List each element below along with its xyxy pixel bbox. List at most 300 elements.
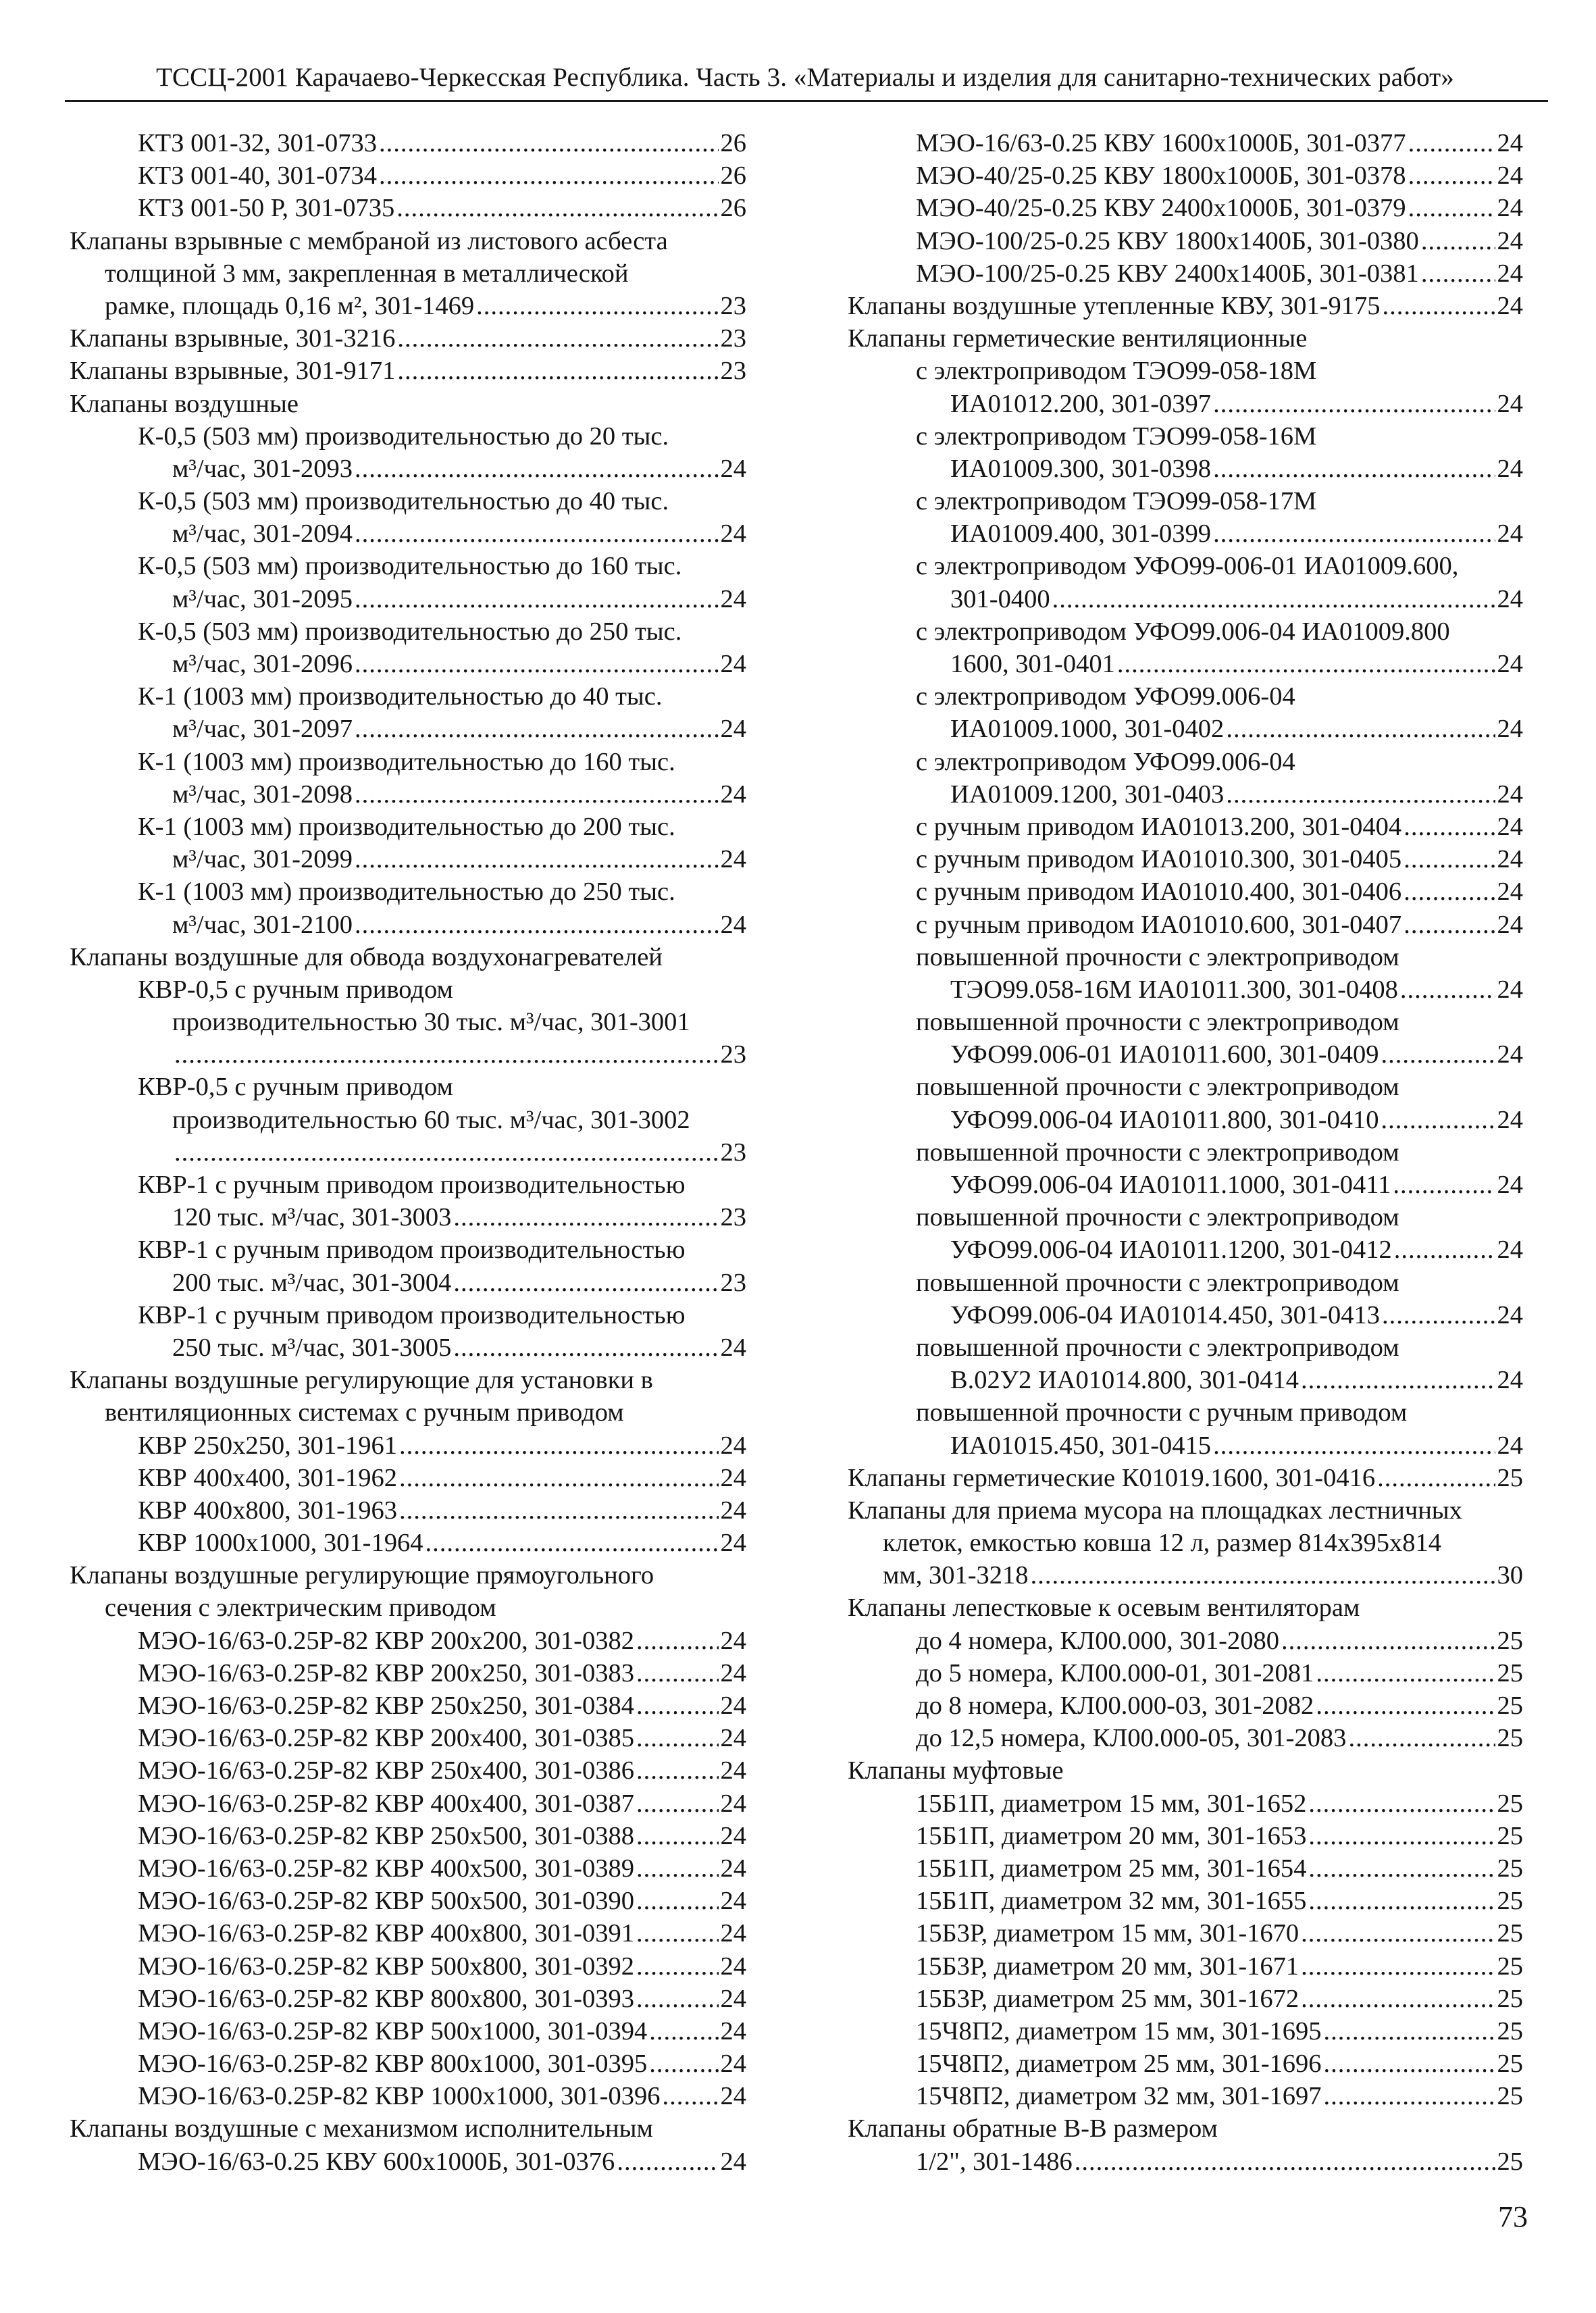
dot-leader [1301, 1917, 1495, 1950]
index-entry-text: с электроприводом ТЭО99-058-18М [916, 357, 1317, 386]
dot-leader [174, 1038, 719, 1071]
index-entry-text: м³/час, 301-2099 [172, 845, 353, 874]
dot-leader [1308, 1852, 1495, 1885]
index-entry [70, 1657, 746, 1689]
index-entry-text: 120 тыс. м³/час, 301-3003 [172, 1203, 452, 1232]
index-entry [70, 843, 746, 875]
dot-leader [1381, 1104, 1495, 1136]
index-entry [70, 1104, 746, 1136]
index-entry-text: К-1 (1003 мм) производительностью до 40 тыс. [138, 682, 663, 711]
index-entry-text: КВР-1 с ручным приводом производительностью [138, 1236, 686, 1265]
index-entry-page: 23 [720, 357, 746, 386]
index-entry-page: 25 [1497, 1692, 1523, 1720]
index-entry [848, 517, 1523, 550]
dot-leader [355, 778, 719, 811]
index-entry-page: 24 [720, 1756, 746, 1785]
index-entry-page: 24 [720, 454, 746, 483]
index-entry-text: 15Ч8П2, диаметром 32 мм, 301-1697 [916, 2082, 1322, 2111]
index-entry [848, 1689, 1523, 1722]
index-entry [70, 1689, 746, 1722]
dot-leader [1324, 2048, 1495, 2080]
index-entry-text: ИА01012.200, 301-0397 [950, 389, 1212, 418]
index-entry [70, 1038, 746, 1071]
index-entry-text: 1/2", 301-1486 [916, 2147, 1073, 2176]
dot-leader [397, 355, 718, 387]
dot-leader [1408, 127, 1495, 159]
index-entry-text: КВР-0,5 с ручным приводом [138, 975, 453, 1004]
index-entry-text: К-0,5 (503 мм) производительностью до 160 тыс. [138, 552, 682, 581]
dot-leader [1308, 1820, 1495, 1852]
index-entry-text: УФО99.006-01 ИА01011.600, 301-0409 [950, 1040, 1379, 1069]
index-entry-text: с электроприводом УФО99-006-01 ИА01009.600, [916, 552, 1459, 581]
index-entry-page: 24 [720, 584, 746, 613]
index-entry-text: Клапаны воздушные утепленные КВУ, 301-9175 [848, 291, 1381, 320]
index-entry-text: м³/час, 301-2098 [172, 780, 353, 809]
dot-leader [355, 583, 719, 615]
index-entry-text: МЭО-40/25-0.25 КВУ 2400х1000Б, 301-0379 [916, 194, 1406, 223]
index-entry-page: 24 [720, 1952, 746, 1981]
index-entry-text: повышенной прочности с электроприводом [916, 1333, 1399, 1362]
index-entry [848, 290, 1523, 322]
index-entry [70, 680, 746, 713]
index-entry-text: 15Ч8П2, диаметром 15 мм, 301-1695 [916, 2016, 1322, 2045]
index-entry-text: МЭО-100/25-0.25 КВУ 2400х1400Б, 301-0381 [916, 259, 1419, 288]
index-entry [70, 1527, 746, 1559]
index-entry-page: 25 [1497, 2082, 1523, 2111]
index-entry [848, 843, 1523, 875]
index-column-left [70, 127, 746, 2178]
index-entry-text: повышенной прочности с электроприводом [916, 1138, 1399, 1167]
index-entry-page: 24 [720, 1658, 746, 1687]
index-entry-page: 23 [720, 1203, 746, 1232]
dot-leader [399, 1429, 719, 1462]
index-entry-text: Клапаны воздушные [70, 389, 299, 418]
index-entry [70, 1625, 746, 1657]
index-entry-text: МЭО-16/63-0.25Р-82 КВР 500х800, 301-0392 [138, 1952, 634, 1981]
dot-leader [1383, 290, 1495, 322]
index-entry-text: КВР-1 с ручным приводом производительностью [138, 1300, 686, 1329]
dot-leader [399, 1494, 719, 1527]
index-entry-text: с электроприводом УФО99.006-04 ИА01009.800 [916, 617, 1450, 646]
index-entry [70, 225, 746, 257]
index-entry [70, 485, 746, 517]
index-entry [70, 973, 746, 1006]
index-entry-text: ИА01009.1200, 301-0403 [950, 780, 1225, 809]
index-entry-text: повышенной прочности с электроприводом [916, 1203, 1399, 1232]
index-entry [848, 1071, 1523, 1103]
index-entry [70, 615, 746, 648]
index-entry-text: УФО99.006-04 ИА01011.1200, 301-0412 [950, 1236, 1392, 1265]
index-entry-text: Клапаны для приема мусора на площадках лестничных [848, 1496, 1462, 1525]
index-entry-text: 15Б1П, диаметром 20 мм, 301-1653 [916, 1821, 1307, 1850]
index-entry [70, 1006, 746, 1038]
index-entry-text: УФО99.006-04 ИА01011.800, 301-0410 [950, 1105, 1379, 1134]
index-entry-text: до 4 номера, КЛ00.000, 301-2080 [916, 1626, 1279, 1655]
index-entry-page: 26 [720, 161, 746, 190]
index-entry-text: МЭО-16/63-0.25Р-82 КВР 500х500, 301-0390 [138, 1887, 634, 1916]
index-entry [848, 1787, 1523, 1820]
index-entry-text: ИА01009.1000, 301-0402 [950, 715, 1225, 744]
index-entry-page: 24 [720, 910, 746, 939]
index-entry [848, 1462, 1523, 1494]
index-entry [848, 1169, 1523, 1201]
index-entry-page: 25 [1497, 2147, 1523, 2176]
index-entry-page: 26 [720, 129, 746, 157]
index-entry-page: 24 [1497, 1431, 1523, 1460]
index-entry-text: производительностью 60 тыс. м³/час, 301-3002 [172, 1105, 690, 1134]
dot-leader [1226, 778, 1495, 811]
index-entry-page: 24 [1497, 650, 1523, 678]
index-entry-page: 25 [1497, 2016, 1523, 2045]
index-entry [848, 811, 1523, 843]
dot-leader [1404, 875, 1495, 908]
index-entry-text: УФО99.006-04 ИА01014.450, 301-0413 [950, 1300, 1380, 1329]
index-entry-page: 24 [720, 1984, 746, 2013]
index-entry-page: 24 [720, 650, 746, 678]
page-number: 73 [1498, 2200, 1528, 2233]
index-entry [848, 1136, 1523, 1169]
index-entry [848, 1234, 1523, 1266]
dot-leader [1324, 2080, 1495, 2112]
index-entry-text: до 5 номера, КЛ00.000-01, 301-2081 [916, 1658, 1314, 1687]
index-entry-text: 200 тыс. м³/час, 301-3004 [172, 1268, 452, 1297]
index-entry-page: 23 [720, 291, 746, 320]
index-entry-page: 24 [720, 845, 746, 874]
index-entry [848, 485, 1523, 517]
index-entry [70, 355, 746, 387]
dot-leader [425, 1527, 718, 1559]
index-entry-page: 24 [720, 1496, 746, 1525]
index-entry-text: клеток, емкостью ковша 12 л, размер 814х395х814 [883, 1529, 1441, 1558]
index-entry-text: МЭО-16/63-0.25Р-82 КВР 1000х1000, 301-0396 [138, 2082, 661, 2111]
index-entry-text: 15Б1П, диаметром 15 мм, 301-1652 [916, 1789, 1307, 1818]
index-entry-text: 250 тыс. м³/час, 301-3005 [172, 1333, 452, 1362]
index-entry-text: с ручным приводом ИА01013.200, 301-0404 [916, 812, 1402, 841]
index-entry [848, 941, 1523, 973]
index-entry-text: КВР 1000х1000, 301-1964 [138, 1529, 423, 1558]
index-entry-page: 30 [1497, 1561, 1523, 1590]
index-entry-text: МЭО-16/63-0.25Р-82 КВР 800х1000, 301-0395 [138, 2050, 648, 2079]
dot-leader [355, 843, 719, 875]
index-entry-text: 301-0400 [950, 584, 1050, 613]
index-entry-text: К-0,5 (503 мм) производительностью до 20 тыс. [138, 422, 669, 451]
index-entry-page: 25 [1497, 1984, 1523, 2013]
dot-leader [355, 909, 719, 941]
index-entry-text: МЭО-40/25-0.25 КВУ 1800х1000Б, 301-0378 [916, 161, 1406, 190]
index-entry [848, 322, 1523, 355]
index-entry [70, 1071, 746, 1103]
index-entry-page: 24 [1497, 194, 1523, 223]
index-entry [70, 2080, 746, 2112]
dot-leader [1281, 1625, 1495, 1657]
index-entry [848, 2145, 1523, 2178]
index-entry [848, 388, 1523, 420]
index-entry [848, 2112, 1523, 2145]
index-entry [848, 648, 1523, 680]
index-entry [70, 1885, 746, 1917]
index-entry [848, 1917, 1523, 1950]
index-entry-text: с электроприводом ТЭО99-058-17М [916, 487, 1317, 516]
dot-leader [399, 1462, 719, 1494]
index-entry [848, 2048, 1523, 2080]
index-entry-text: с ручным приводом ИА01010.400, 301-0406 [916, 878, 1402, 907]
index-entry-page: 25 [1497, 1626, 1523, 1655]
index-entry [848, 909, 1523, 941]
index-entry-text: Клапаны взрывные с мембраной из листового асбеста [70, 226, 668, 255]
index-entry [70, 1754, 746, 1787]
index-entry [70, 875, 746, 908]
index-entry-text: Клапаны обратные В-В размером [848, 2114, 1218, 2143]
dot-leader [1031, 1559, 1495, 1592]
index-entry-text: с электроприводом УФО99.006-04 [916, 682, 1295, 711]
dot-leader [1316, 1657, 1495, 1689]
index-entry-text: 15Б3Р, диаметром 25 мм, 301-1672 [916, 1984, 1299, 2013]
index-entry-page: 24 [1497, 1300, 1523, 1329]
index-entry-text: Клапаны воздушные регулирующие для установки в [70, 1366, 653, 1395]
index-entry-page: 25 [1497, 1463, 1523, 1492]
dot-leader [1052, 583, 1495, 615]
index-entry-text: МЭО-100/25-0.25 КВУ 1800х1400Б, 301-0380 [916, 226, 1419, 255]
index-entry-page: 25 [1497, 2050, 1523, 2079]
dot-leader [1381, 1038, 1495, 1071]
index-entry-page: 25 [1497, 1789, 1523, 1818]
index-entry-page: 24 [1497, 1105, 1523, 1134]
index-entry-page: 24 [720, 1529, 746, 1558]
dot-leader [397, 322, 718, 355]
index-entry [70, 583, 746, 615]
running-header: ТССЦ-2001 Карачаево-Черкесская Республика. Часть 3. «Материалы и изделия для санитарно-технических работ» [156, 63, 1454, 92]
index-entry [848, 1429, 1523, 1462]
index-entry-text: 15Б3Р, диаметром 20 мм, 301-1671 [916, 1952, 1299, 1981]
dot-leader [636, 1917, 719, 1950]
index-entry [848, 746, 1523, 778]
index-entry-page: 24 [720, 2147, 746, 2176]
index-entry [848, 1494, 1523, 1527]
index-entry [848, 1527, 1523, 1559]
index-entry-page: 24 [1497, 129, 1523, 157]
index-entry-page: 24 [720, 1463, 746, 1492]
dot-leader [1324, 2015, 1495, 2048]
index-entry-text: повышенной прочности с ручным приводом [916, 1398, 1408, 1427]
dot-leader [1213, 453, 1495, 485]
index-entry-text: МЭО-16/63-0.25Р-82 КВР 250х400, 301-0386 [138, 1756, 634, 1785]
index-entry [848, 1625, 1523, 1657]
index-entry-page: 24 [1497, 584, 1523, 613]
index-entry-page: 24 [1497, 519, 1523, 549]
index-entry [70, 713, 746, 745]
index-entry [70, 1559, 746, 1592]
index-entry-text: до 12,5 номера, КЛ00.000-05, 301-2083 [916, 1724, 1347, 1753]
dot-leader [1348, 1722, 1495, 1754]
index-column-right [848, 127, 1523, 2178]
index-entry-page: 24 [1497, 389, 1523, 418]
dot-leader [636, 1787, 719, 1820]
index-entry-page: 25 [1497, 1658, 1523, 1687]
dot-leader [174, 1136, 719, 1169]
dot-leader [636, 1950, 719, 1983]
index-entry-page: 23 [720, 324, 746, 353]
index-entry-text: КВР 400х800, 301-1963 [138, 1496, 397, 1525]
index-entry [70, 1136, 746, 1169]
index-entry [848, 615, 1523, 648]
dot-leader [355, 713, 719, 745]
index-entry-text: до 8 номера, КЛ00.000-03, 301-2082 [916, 1692, 1314, 1720]
index-entry [70, 127, 746, 159]
index-entry [70, 453, 746, 485]
index-entry-text: м³/час, 301-2096 [172, 650, 353, 678]
index-entry-text: КВР 250х250, 301-1961 [138, 1431, 397, 1460]
index-entry [70, 1331, 746, 1364]
index-entry-text: МЭО-16/63-0.25Р-82 КВР 400х500, 301-0389 [138, 1854, 634, 1883]
dot-leader [1301, 1950, 1495, 1983]
index-entry [848, 1201, 1523, 1234]
index-entry-text: МЭО-16/63-0.25Р-82 КВР 400х800, 301-0391 [138, 1919, 634, 1948]
dot-leader [379, 159, 718, 192]
dot-leader [649, 2048, 718, 2080]
index-entry [70, 257, 746, 290]
index-entry-text: 15Б1П, диаметром 32 мм, 301-1655 [916, 1887, 1307, 1916]
index-entry-text: КВР-1 с ручным приводом производительностью [138, 1171, 686, 1199]
index-entry-page: 24 [1497, 291, 1523, 320]
dot-leader [1421, 225, 1495, 257]
index-entry-text: с ручным приводом ИА01010.300, 301-0405 [916, 845, 1402, 874]
dot-leader [636, 1689, 719, 1722]
index-entry [70, 192, 746, 224]
index-entry [70, 1429, 746, 1462]
index-entry [848, 1885, 1523, 1917]
dot-leader [636, 1885, 719, 1917]
index-entry [70, 1364, 746, 1396]
index-entry-text: ИА01015.450, 301-0415 [950, 1431, 1212, 1460]
dot-leader [1393, 1169, 1495, 1201]
index-entry [70, 1787, 746, 1820]
index-entry-page: 24 [720, 1854, 746, 1883]
index-entry [70, 648, 746, 680]
index-entry [848, 420, 1523, 453]
index-entry-text: 15Ч8П2, диаметром 25 мм, 301-1696 [916, 2050, 1322, 2079]
index-entry-text: ТЭО99.058-16М ИА01011.300, 301-0408 [950, 975, 1398, 1004]
dot-leader [617, 2145, 718, 2178]
index-entry [848, 778, 1523, 811]
dot-leader [636, 1754, 719, 1787]
dot-leader [636, 1983, 719, 2015]
index-entry [848, 713, 1523, 745]
index-entry [70, 1169, 746, 1201]
index-entry-text: МЭО-16/63-0.25Р-82 КВР 800х800, 301-0393 [138, 1984, 634, 2013]
index-entry-text: МЭО-16/63-0.25Р-82 КВР 500х1000, 301-0394 [138, 2016, 648, 2045]
dot-leader [355, 453, 719, 485]
index-entry-text: КВР 400х400, 301-1962 [138, 1463, 397, 1492]
dot-leader [662, 2080, 718, 2112]
index-entry-text: Клапаны взрывные, 301-3216 [70, 324, 396, 353]
index-entry-page: 24 [720, 1887, 746, 1916]
index-entry [848, 225, 1523, 257]
index-entry-page: 24 [720, 1333, 746, 1362]
index-entry [848, 1852, 1523, 1885]
dot-leader [453, 1201, 718, 1234]
index-entry [70, 2112, 746, 2145]
index-entry [848, 1038, 1523, 1071]
index-entry [70, 1494, 746, 1527]
index-entry-text: Клапаны герметические К01019.1600, 301-0416 [848, 1463, 1376, 1492]
dot-leader [1226, 713, 1495, 745]
index-entry-text: В.02У2 ИА01014.800, 301-0414 [950, 1366, 1299, 1395]
index-entry [848, 1006, 1523, 1038]
index-entry-page: 24 [1497, 1040, 1523, 1069]
dot-leader [1382, 1299, 1495, 1331]
index-entry-text: К-0,5 (503 мм) производительностью до 40 тыс. [138, 487, 669, 516]
index-entry-page: 24 [1497, 975, 1523, 1004]
index-entry-text: МЭО-16/63-0.25Р-82 КВР 200х200, 301-0382 [138, 1626, 634, 1655]
index-entry [70, 1234, 746, 1266]
index-entry-page: 24 [1497, 780, 1523, 809]
index-entry [848, 257, 1523, 290]
index-entry-page: 24 [720, 1821, 746, 1850]
dot-leader [1117, 648, 1495, 680]
index-entry-text: мм, 301-3218 [883, 1561, 1029, 1590]
index-entry-text: КТЗ 001-50 Р, 301-0735 [138, 194, 395, 223]
index-entry [70, 1820, 746, 1852]
index-entry-page: 25 [1497, 1887, 1523, 1916]
index-entry-page: 24 [720, 1789, 746, 1818]
dot-leader [636, 1852, 719, 1885]
index-entry [848, 1657, 1523, 1689]
index-entry [70, 159, 746, 192]
index-entry [70, 1722, 746, 1754]
index-entry [848, 1267, 1523, 1299]
index-entry [70, 1462, 746, 1494]
index-entry-page: 24 [1497, 812, 1523, 841]
index-entry [848, 583, 1523, 615]
index-entry-text: сечения с электрическим приводом [105, 1594, 496, 1623]
index-entry-page: 24 [1497, 1236, 1523, 1265]
index-entry-text: МЭО-16/63-0.25Р-82 КВР 200х400, 301-0385 [138, 1724, 634, 1753]
index-entry-page: 24 [720, 2082, 746, 2111]
index-entry-text: Клапаны взрывные, 301-9171 [70, 357, 396, 386]
dot-leader [1213, 1429, 1495, 1462]
index-entry-text: производительностью 30 тыс. м³/час, 301-3001 [172, 1008, 690, 1037]
dot-leader [1301, 1983, 1495, 2015]
index-entry [848, 1396, 1523, 1429]
dot-leader [636, 1625, 719, 1657]
dot-leader [396, 192, 718, 224]
index-entry-text: повышенной прочности с электроприводом [916, 1008, 1399, 1037]
index-entry-page: 23 [720, 1268, 746, 1297]
index-entry-text: 1600, 301-0401 [950, 650, 1115, 678]
dot-leader [1421, 257, 1495, 290]
index-entry [848, 680, 1523, 713]
dot-leader [1308, 1787, 1495, 1820]
index-entry [70, 2048, 746, 2080]
index-entry-page: 24 [1497, 878, 1523, 907]
index-entry-text: повышенной прочности с электроприводом [916, 1268, 1399, 1297]
index-entry [70, 388, 746, 420]
index-entry-page: 24 [720, 715, 746, 744]
index-entry-page: 24 [720, 1626, 746, 1655]
index-entry [848, 1592, 1523, 1624]
index-entry-text: МЭО-16/63-0.25 КВУ 1600х1000Б, 301-0377 [916, 129, 1406, 157]
dot-leader [1404, 843, 1495, 875]
dot-leader [1408, 159, 1495, 192]
index-entry-page: 24 [720, 1692, 746, 1720]
dot-leader [1404, 909, 1495, 941]
index-entry [848, 127, 1523, 159]
index-entry-text: 15Б1П, диаметром 25 мм, 301-1654 [916, 1854, 1307, 1883]
header-rule [65, 100, 1548, 102]
index-entry [70, 1267, 746, 1299]
index-entry-text: м³/час, 301-2094 [172, 519, 353, 549]
index-entry [70, 909, 746, 941]
